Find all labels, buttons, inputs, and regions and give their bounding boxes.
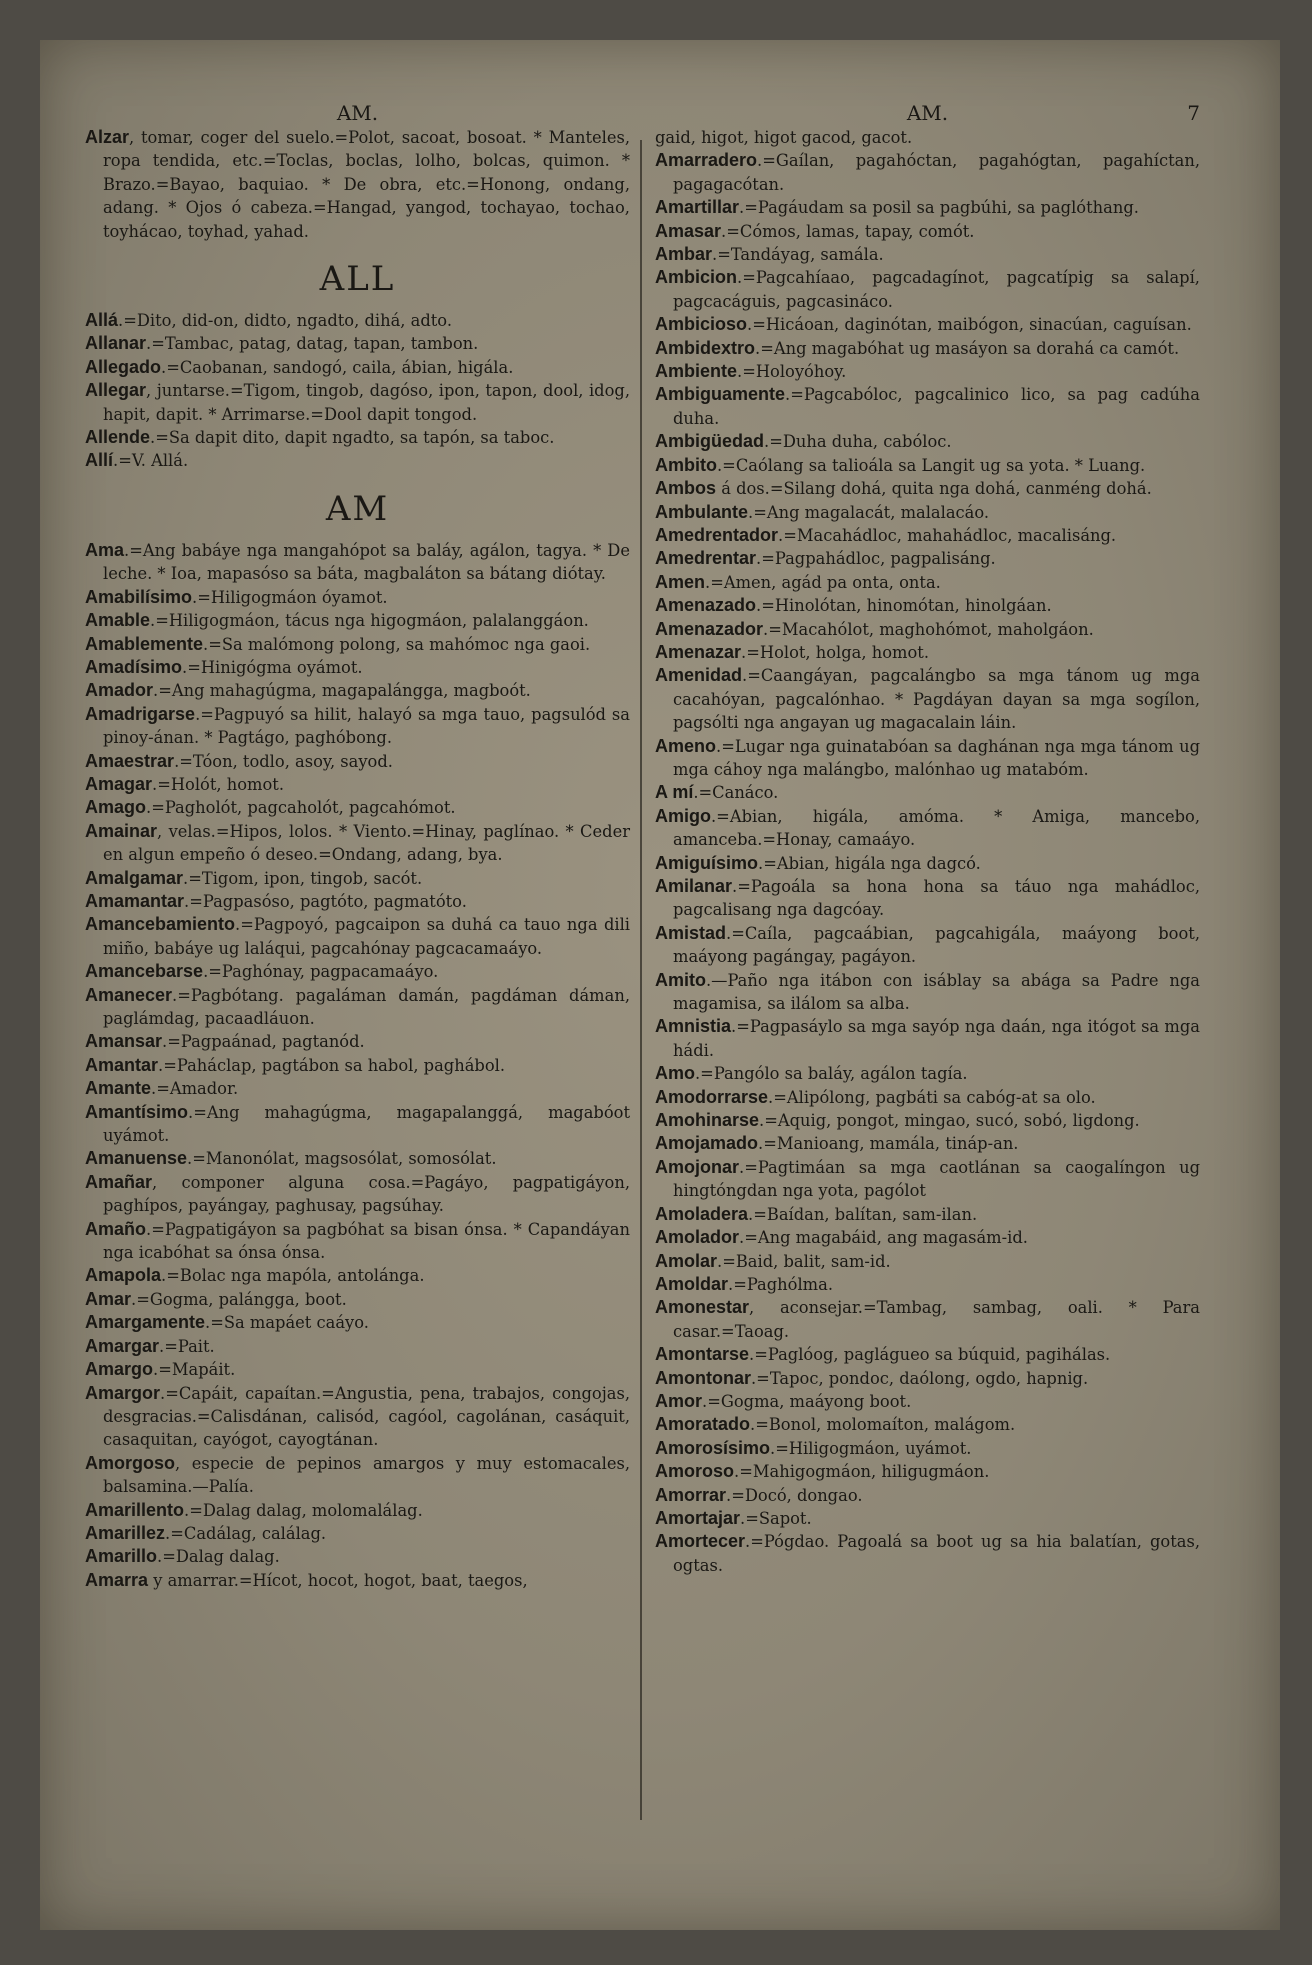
entry-headword: Ambar — [655, 244, 713, 265]
entry-headword: Amargo — [85, 1359, 154, 1380]
dictionary-entry — [655, 1132, 1200, 1155]
entry-definition: .=Cadálag, calálag. — [165, 1523, 327, 1543]
entry-definition: .=Pagpatigáyon sa pagbóhat sa bisan ónsa. * Capandáyan nga icabóhat sa ónsa ónsa. — [103, 1219, 630, 1263]
dictionary-entry — [85, 656, 630, 679]
dictionary-entry — [655, 1015, 1200, 1062]
entry-headword: Amolar — [655, 1250, 718, 1271]
dictionary-entry — [85, 913, 630, 960]
dictionary-entry — [85, 1171, 630, 1218]
dictionary-entry — [655, 641, 1200, 664]
dictionary-entry — [85, 773, 630, 796]
entry-definition: .=Hicáoan, daginótan, maibógon, sinacúan, caguísan. — [747, 315, 1192, 335]
entry-definition: .=Holót, homot. — [152, 774, 284, 794]
running-head-right-text: AM. — [906, 101, 949, 125]
entry-definition: .=Manonólat, magsosólat, somosólat. — [187, 1149, 497, 1169]
entry-headword: Ambos — [655, 478, 717, 499]
entry-definition: y amarrar.=Hícot, hocot, hogot, baat, taegos, — [148, 1570, 528, 1590]
dictionary-entry — [85, 1569, 630, 1592]
entry-headword: Amarradero — [655, 150, 758, 171]
entry-definition: .=Pagpuyó sa hilit, halayó sa mga tauo, pagsulód sa pinoy-ánan. * Pagtágo, paghóbong. — [103, 704, 630, 748]
entry-definition: .=Pagholót, pagcaholót, pagcahómot. — [146, 798, 456, 818]
dictionary-entry — [85, 1218, 630, 1265]
section-heading: ALL — [319, 259, 396, 300]
entry-definition: .=Gogma, maáyong boot. — [702, 1391, 912, 1411]
entry-headword: Amodorrarse — [655, 1086, 769, 1107]
entry-definition: .=Ang magalacát, malalacáo. — [748, 502, 990, 522]
entry-headword: Ambulante — [655, 501, 749, 522]
entry-definition: .=Docó, dongao. — [726, 1485, 863, 1505]
entry-definition: .=Gogma, palángga, boot. — [131, 1289, 347, 1309]
entry-definition: .=Abian, higála nga dagcó. — [758, 853, 981, 873]
dictionary-entry — [85, 796, 630, 819]
entry-definition: .=Hinolótan, hinomótan, hinolgáan. — [756, 596, 1052, 616]
entry-headword: Amantísimo — [85, 1101, 189, 1122]
entry-definition: .=Pagáudam sa posil sa pagbúhi, sa paglóthang. — [739, 198, 1139, 218]
dictionary-entry — [85, 1452, 630, 1499]
entry-headword: Amarillento — [85, 1499, 185, 1520]
entry-definition: .=Caíla, pagcaábian, pagcahigála, maáyong boot, maáyong pagángay, pagáyon. — [673, 923, 1200, 967]
entry-definition: .=Baídan, balítan, sam-ilan. — [748, 1204, 978, 1224]
dictionary-entry — [655, 454, 1200, 477]
dictionary-entry — [655, 1273, 1200, 1296]
entry-headword: Amenazar — [655, 641, 742, 662]
dictionary-entry — [85, 1288, 630, 1311]
entry-definition: .=Pagcahíaao, pagcadagínot, pagcatípig sa salapí, pagcacáguis, pagcasináco. — [673, 268, 1200, 311]
entry-definition: .=Pagpasáylo sa mga sayóp nga daán, nga itógot sa mga hádi. — [673, 1017, 1200, 1060]
entry-headword: Amansar — [85, 1031, 163, 1052]
entry-headword: Amito — [655, 969, 706, 990]
dictionary-entry — [85, 820, 630, 867]
entry-headword: Amigo — [655, 805, 711, 826]
entry-definition: .=Macahádloc, mahahádloc, macalisáng. — [778, 525, 1117, 545]
entry-headword: Amabilísimo — [85, 586, 193, 607]
dictionary-entry — [655, 1203, 1200, 1226]
entry-headword: Amartillar — [655, 197, 740, 218]
dictionary-entry — [85, 1030, 630, 1053]
entry-headword: Amancebarse — [85, 961, 204, 982]
dictionary-entry — [655, 922, 1200, 969]
entry-headword: Amoldar — [655, 1273, 729, 1294]
entry-headword: Ambicion — [655, 267, 738, 288]
entry-definition: , componer alguna cosa.=Pagáyo, pagpatigáyon, paghípos, payángay, paghusay, pagsúhay. — [103, 1172, 630, 1216]
dictionary-entry — [655, 547, 1200, 570]
dictionary-entry — [655, 1413, 1200, 1436]
dictionary-entry — [655, 313, 1200, 336]
entry-definition: .=Sapot. — [740, 1508, 812, 1528]
entry-headword: Amoladera — [655, 1203, 749, 1224]
entry-definition: .=Ang mahagúgma, magapalanggá, magabóot uyámot. — [103, 1102, 630, 1146]
dictionary-entry — [85, 426, 630, 449]
entry-headword: Amamantar — [85, 890, 185, 911]
entry-definition: .=Amen, agád pa onta, onta. — [705, 572, 941, 592]
dictionary-entry — [655, 571, 1200, 594]
dictionary-entry — [655, 524, 1200, 547]
entry-headword: Amortajar — [655, 1507, 741, 1528]
entry-headword: Amenazador — [655, 618, 764, 639]
entry-headword: Amedrentar — [655, 548, 757, 569]
entry-definition: .=Sa mapáet caáyo. — [205, 1313, 369, 1333]
entry-headword: Ambiente — [655, 361, 738, 382]
dictionary-entry — [85, 1311, 630, 1334]
dictionary-entry — [85, 1545, 630, 1568]
entry-headword: Amen — [655, 571, 706, 592]
section-heading: AM — [325, 488, 390, 529]
entry-definition: .=Baid, balit, sam-id. — [717, 1251, 891, 1271]
dictionary-entry — [85, 309, 630, 332]
dictionary-entry — [655, 337, 1200, 360]
entry-definition: .=Pagpasóso, pagtóto, pagmatóto. — [184, 891, 467, 911]
entry-headword: Amonestar — [655, 1297, 750, 1318]
left-column-body — [85, 126, 630, 1592]
entry-headword: Allegar — [85, 380, 147, 401]
dictionary-entry — [655, 1156, 1200, 1203]
entry-definition: .=Caólang sa talioála sa Langit ug sa yota. * Luang. — [717, 455, 1146, 475]
dictionary-entry — [655, 196, 1200, 219]
entry-headword: Amedrentador — [655, 524, 779, 545]
entry-headword: Amor — [655, 1390, 703, 1411]
entry-headword: Ama — [85, 539, 125, 560]
entry-definition: .=Manioang, mamála, tináp-an. — [758, 1134, 1019, 1154]
entry-headword: Amenazado — [655, 595, 757, 616]
dictionary-entry — [655, 501, 1200, 524]
entry-headword: Amainar — [85, 820, 158, 841]
entry-headword: Amasar — [655, 220, 722, 241]
entry-definition: .=Hiligogmáon, tácus nga higogmáon, palalanggáon. — [150, 611, 589, 631]
entry-definition: .—Paño nga itábon con isáblay sa abága sa Padre nga magamisa, sa ilálom sa alba. — [673, 970, 1200, 1014]
dictionary-entry — [85, 867, 630, 890]
entry-headword: Amortecer — [655, 1531, 746, 1552]
dictionary-entry — [85, 1499, 630, 1522]
entry-definition: .=V. Allá. — [113, 451, 189, 471]
entry-definition: .=Amador. — [151, 1079, 239, 1099]
entry-headword: Amador — [85, 680, 154, 701]
entry-headword: Ambidextro — [655, 337, 756, 358]
right-column — [655, 100, 1200, 1577]
entry-definition: , juntarse.=Tigom, tingob, dagóso, ipon, tapon, dool, idog, hapit, dapit. * Arrimarse.=Dool dapit tongod. — [103, 381, 630, 424]
right-column-body — [655, 126, 1200, 1577]
dictionary-entry — [85, 539, 630, 586]
entry-headword: Amarillo — [85, 1546, 158, 1567]
dictionary-entry — [655, 1250, 1200, 1273]
entry-headword: Amablemente — [85, 633, 204, 654]
page-number: 7 — [1187, 101, 1200, 125]
entry-headword: Amilanar — [655, 876, 733, 896]
entry-definition: .=Ang mahagúgma, magapalángga, magboót. — [153, 681, 531, 701]
dictionary-entry — [85, 586, 630, 609]
dictionary-entry — [655, 875, 1200, 922]
entry-headword: Amontonar — [655, 1367, 751, 1388]
entry-definition: .=Paghónay, pagpacamaáyo. — [203, 962, 439, 982]
entry-headword: Allanar — [85, 333, 147, 354]
dictionary-entry — [655, 1296, 1200, 1343]
entry-headword: Amante — [85, 1078, 152, 1099]
entry-definition: .=Pagpahádloc, pagpalisáng. — [756, 549, 996, 569]
entry-definition: .=Pagtimáan sa mga caotlánan sa caogalíngon ug hingtóngdan nga yota, pagólot — [673, 1157, 1200, 1201]
entry-definition: .=Canáco. — [693, 783, 779, 803]
entry-definition: .=Alipólong, pagbáti sa cabóg-at sa olo. — [768, 1087, 1096, 1107]
entry-headword: Ambiguamente — [655, 384, 786, 405]
entry-definition: .=Mapáit. — [153, 1360, 236, 1380]
entry-headword: Allende — [85, 427, 151, 448]
dictionary-entry — [655, 969, 1200, 1016]
entry-definition: .=Hiligogmáon óyamot. — [192, 587, 388, 607]
dictionary-entry — [655, 1507, 1200, 1530]
dictionary-entry — [655, 126, 1200, 149]
entry-headword: Amorrar — [655, 1484, 727, 1505]
entry-definition: .=Pagpoyó, pagcaipon sa duhá ca tauo nga dili miño, babáye ug laláqui, pagcahónay pagcacamaáyo. — [103, 915, 630, 958]
dictionary-entry — [85, 1054, 630, 1077]
entry-definition: .=Pógdao. Pagoalá sa boot ug sa hia balatían, gotas, ogtas. — [673, 1532, 1200, 1575]
dictionary-entry — [655, 805, 1200, 852]
dictionary-entry — [85, 449, 630, 472]
dictionary-entry — [85, 1358, 630, 1381]
entry-headword: Amadísimo — [85, 656, 183, 677]
dictionary-entry — [655, 1390, 1200, 1413]
entry-headword: Amar — [85, 1288, 132, 1309]
entry-headword: Amojonar — [655, 1156, 740, 1177]
entry-headword: Amargar — [85, 1335, 160, 1356]
entry-definition: .=Tambac, patag, datag, tapan, tambon. — [146, 334, 479, 354]
entry-headword: Amadrigarse — [85, 703, 196, 724]
entry-headword: Amenidad — [655, 665, 743, 686]
dictionary-entry — [655, 1484, 1200, 1507]
entry-definition: á dos.=Silang dohá, quita nga dohá, canméng dohá. — [716, 479, 1152, 499]
entry-headword: Amable — [85, 610, 151, 631]
left-column — [85, 100, 630, 1592]
dictionary-entry — [655, 1530, 1200, 1577]
entry-headword: Ambicioso — [655, 314, 748, 335]
entry-headword: Allá — [85, 310, 119, 331]
entry-headword: Amorgoso — [85, 1452, 175, 1473]
entry-definition: .=Dalag dalag. — [157, 1547, 280, 1567]
entry-definition: .=Gaílan, pagahóctan, pagahógtan, pagahíctan, pagagacótan. — [673, 151, 1200, 194]
dictionary-entry — [85, 1101, 630, 1148]
dictionary-entry — [85, 356, 630, 379]
entry-definition: .=Pagbótang. pagaláman damán, pagdáman dáman, paglámdag, pacaadláuon. — [103, 985, 630, 1028]
entry-definition: .=Ang magabóhat ug masáyon sa dorahá ca camót. — [755, 338, 1180, 358]
dictionary-entry — [655, 735, 1200, 782]
dictionary-page — [40, 40, 1280, 1930]
entry-definition: , velas.=Hipos, lolos. * Viento.=Hinay, paglínao. * Ceder en algun empeño ó deseo.=Ondang, adang, bya. — [103, 821, 630, 865]
dictionary-entry — [655, 1437, 1200, 1460]
entry-definition: .=Tóon, todlo, asoy, sayod. — [174, 751, 393, 771]
entry-definition: .=Tandáyag, samála. — [712, 245, 884, 265]
entry-headword: Amiguísimo — [655, 852, 759, 873]
entry-definition: , especie de pepinos amargos y muy estomacales, balsamina.—Palía. — [103, 1453, 630, 1497]
dictionary-entry — [85, 1335, 630, 1358]
entry-headword: Amnistia — [655, 1016, 732, 1037]
entry-definition: .=Pagpaánad, pagtanód. — [162, 1032, 365, 1052]
entry-definition: .=Lugar nga guinatabóan sa daghánan nga mga tánom ug mga cáhoy nga malángbo, malónhao ug matabóm. — [673, 736, 1200, 779]
dictionary-entry — [655, 664, 1200, 734]
dictionary-entry — [85, 703, 630, 750]
dictionary-entry — [85, 984, 630, 1031]
entry-headword: Amoroso — [655, 1461, 735, 1482]
entry-headword: Ameno — [655, 735, 717, 756]
entry-definition: .=Pagcabóloc, pagcalinico lico, sa pag cadúha duha. — [673, 385, 1200, 428]
entry-headword: Amargamente — [85, 1312, 206, 1333]
entry-headword: Amo — [655, 1063, 695, 1084]
entry-definition: .=Abian, higála, amóma. * Amiga, mancebo, amanceba.=Honay, camaáyo. — [673, 806, 1200, 850]
entry-definition: .=Macahólot, maghohómot, maholgáon. — [763, 619, 1094, 639]
dictionary-entry — [655, 360, 1200, 383]
dictionary-entry — [655, 266, 1200, 313]
entry-definition: .=Holot, holga, homot. — [741, 642, 929, 662]
entry-headword: Amancebamiento — [85, 914, 236, 935]
dictionary-entry — [655, 1367, 1200, 1390]
entry-definition: .=Ang babáye nga mangahópot sa baláy, agálon, tagya. * De leche. * Ioa, mapasóso sa báta, magbaláton sa bátang diótay. — [103, 540, 630, 584]
entry-headword: Allí — [85, 450, 114, 471]
entry-headword: Allegado — [85, 356, 162, 377]
entry-definition: .=Tapoc, pondoc, daólong, ogdo, hapnig. — [751, 1368, 1089, 1388]
entry-headword: Amapola — [85, 1265, 162, 1286]
entry-headword: Amohinarse — [655, 1110, 760, 1131]
entry-headword: Amañar — [85, 1171, 153, 1192]
dictionary-entry — [655, 781, 1200, 804]
entry-headword: Amorosísimo — [655, 1437, 771, 1458]
entry-headword: Amagar — [85, 773, 153, 794]
entry-definition: .=Caangáyan, pagcalángbo sa mga tánom ug mga cacahóyan, pagcalónhao. * Pagdáyan dayan sa mga sogílon, pagsólti nga angayan ug magacalain láin. — [673, 666, 1200, 733]
entry-definition: .=Hiligogmáon, uyámot. — [770, 1438, 972, 1458]
dictionary-entry — [85, 890, 630, 913]
entry-definition: .=Pangólo sa baláy, agálon tagía. — [695, 1064, 968, 1084]
dictionary-entry — [655, 594, 1200, 617]
dictionary-entry — [85, 609, 630, 632]
dictionary-entry — [655, 618, 1200, 641]
dictionary-entry — [655, 477, 1200, 500]
entry-definition: .=Aquig, pongot, mingao, sucó, sobó, ligdong. — [759, 1111, 1140, 1131]
entry-headword: Amarillez — [85, 1522, 166, 1543]
dictionary-entry — [85, 633, 630, 656]
entry-definition: .=Holoyóhoy. — [737, 362, 847, 382]
entry-definition: .=Bolac nga mapóla, antolánga. — [161, 1266, 425, 1286]
dictionary-entry — [655, 1109, 1200, 1132]
entry-headword: Amistad — [655, 922, 727, 943]
entry-definition: .=Bonol, molomaíton, malágom. — [750, 1415, 1016, 1435]
entry-definition: .=Duha duha, cabóloc. — [764, 432, 952, 452]
dictionary-entry — [655, 1226, 1200, 1249]
entry-headword: Amolador — [655, 1227, 740, 1248]
entry-headword: A mí — [655, 782, 694, 803]
entry-definition: .=Ang magabáid, ang magasám-id. — [739, 1228, 1028, 1248]
entry-definition: .=Caobanan, sandogó, caila, ábian, higála. — [161, 357, 514, 377]
dictionary-entry — [85, 679, 630, 702]
dictionary-entry — [655, 1086, 1200, 1109]
dictionary-entry — [655, 1343, 1200, 1366]
entry-definition: .=Dalag dalag, molomalálag. — [184, 1500, 423, 1520]
entry-definition: .=Dito, did-on, didto, ngadto, dihá, adto. — [118, 311, 452, 331]
dictionary-entry — [655, 220, 1200, 243]
entry-headword: Amago — [85, 797, 147, 818]
entry-definition: , aconsejar.=Tambag, sambag, oali. * Para casar.=Taoag. — [673, 1298, 1200, 1341]
entry-headword: Amaño — [85, 1218, 147, 1239]
dictionary-entry — [85, 126, 630, 243]
entry-definition: .=Mahigogmáon, hiligugmáon. — [734, 1462, 990, 1482]
dictionary-entry — [655, 1062, 1200, 1085]
dictionary-entry — [85, 1522, 630, 1545]
running-head-left: AM. — [336, 101, 379, 125]
dictionary-entry — [85, 1382, 630, 1452]
dictionary-entry — [655, 243, 1200, 266]
entry-definition: .=Hinigógma oyámot. — [182, 657, 363, 677]
entry-headword: Ambito — [655, 454, 717, 475]
dictionary-entry — [655, 852, 1200, 875]
dictionary-entry — [85, 960, 630, 983]
dictionary-entry — [85, 1147, 630, 1170]
entry-definition: .=Paglóog, paglágueo sa búquid, pagihálas. — [749, 1345, 1111, 1365]
dictionary-entry — [85, 379, 630, 426]
entry-headword: Amarra — [85, 1569, 149, 1590]
dictionary-entry — [655, 383, 1200, 430]
entry-headword: Amalgamar — [85, 867, 184, 888]
column-divider — [640, 140, 642, 1820]
entry-headword: Amanuense — [85, 1148, 188, 1169]
entry-definition: .=Paghólma. — [728, 1274, 834, 1294]
entry-definition: gaid, higot, higot gacod, gacot. — [655, 128, 913, 147]
entry-headword: Amojamado — [655, 1133, 759, 1154]
entry-definition: .=Pait. — [159, 1336, 215, 1356]
entry-definition: .=Paháclap, pagtábon sa habol, paghábol. — [158, 1055, 506, 1075]
entry-definition: .=Tigom, ipon, tingob, sacót. — [183, 868, 423, 888]
entry-definition: , tomar, coger del suelo.=Polot, sacoat, bosoat. * Manteles, ropa tendida, etc.=Toclas, boclas, lolho, bolcas, quimon. * Brazo.=Bayao, baquiao. * De obra, etc.=Honong, ondang, adang. * Ojos ó cabeza.=Hangad, yangod, tochayao, tochao, toyhácao, toyhad, yahad. — [103, 128, 630, 241]
dictionary-entry — [85, 1264, 630, 1287]
entry-definition: .=Capáit, capaítan.=Angustia, pena, trabajos, congojas, desgracias.=Calisdánan, calisód, cagóol, cagolánan, casáquit, casaquitan, cayógot, cayogtánan. — [103, 1383, 630, 1450]
entry-definition: .=Sa dapit dito, dapit ngadto, sa tapón, sa taboc. — [150, 428, 555, 448]
dictionary-entry — [85, 1077, 630, 1100]
entry-definition: .=Sa malómong polong, sa mahómoc nga gaoi. — [203, 634, 591, 654]
entry-headword: Amaestrar — [85, 750, 175, 771]
entry-headword: Amoratado — [655, 1414, 751, 1435]
dictionary-entry — [655, 1460, 1200, 1483]
dictionary-entry — [655, 149, 1200, 196]
running-head-right — [655, 100, 1200, 126]
entry-headword: Alzar — [85, 127, 130, 147]
entry-headword: Amantar — [85, 1054, 159, 1075]
dictionary-entry — [85, 332, 630, 355]
entry-headword: Amontarse — [655, 1344, 750, 1365]
entry-headword: Ambigüedad — [655, 431, 765, 452]
entry-headword: Amargor — [85, 1382, 161, 1403]
dictionary-entry — [85, 750, 630, 773]
dictionary-entry — [655, 430, 1200, 453]
entry-definition: .=Pagoála sa hona hona sa táuo nga mahádloc, pagcalisang nga dagcóay. — [673, 877, 1200, 920]
entry-definition: .=Cómos, lamas, tapay, comót. — [721, 221, 975, 241]
entry-headword: Amanecer — [85, 984, 173, 1005]
